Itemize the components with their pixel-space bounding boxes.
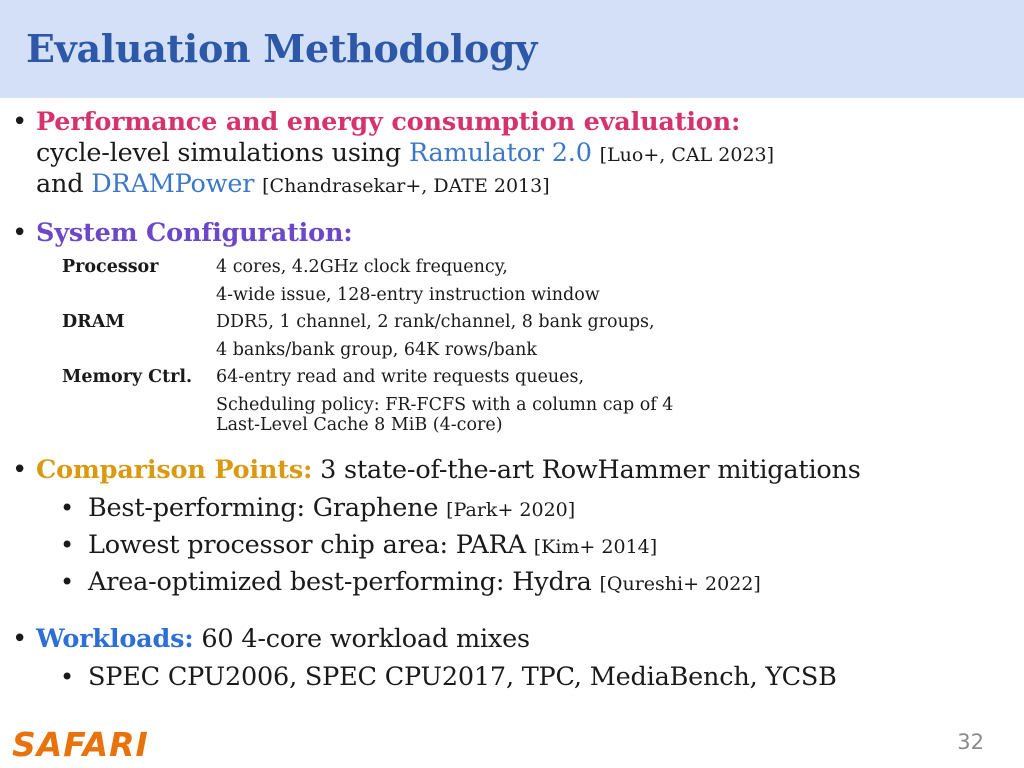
bullet-marker: •	[12, 218, 28, 248]
comparison-item	[88, 530, 657, 562]
cite-ramulator: [Luo+, CAL 2023]	[599, 144, 775, 166]
comparison-line	[36, 455, 861, 486]
slide-title: Evaluation Methodology	[26, 26, 538, 71]
page-number: 32	[957, 730, 984, 754]
sub-bullet-marker: •	[60, 568, 75, 596]
perf-line-3	[36, 169, 550, 202]
perf-lead: Performance and energy consumption evaluation:	[36, 107, 741, 137]
workloads-line	[36, 624, 530, 655]
bullet-marker: •	[12, 624, 28, 654]
perf-line-3-text: and	[36, 169, 92, 199]
config-label: Memory Ctrl.	[62, 367, 193, 387]
cite-graphene: [Park+ 2020]	[446, 499, 576, 521]
config-value: 4-wide issue, 128-entry instruction window	[216, 285, 600, 305]
comparison-lead: Comparison Points:	[36, 455, 313, 485]
config-value: Last-Level Cache 8 MiB (4-core)	[216, 415, 503, 435]
config-line	[36, 218, 353, 249]
config-value: Scheduling policy: FR-FCFS with a column cap of 4	[216, 395, 674, 415]
workloads-item-text: SPEC CPU2006, SPEC CPU2017, TPC, MediaBench, YCSB	[88, 662, 837, 692]
config-label: Processor	[62, 257, 159, 277]
perf-line-1	[36, 107, 740, 138]
cite-para: [Kim+ 2014]	[533, 536, 658, 558]
config-value: DDR5, 1 channel, 2 rank/channel, 8 bank groups,	[216, 312, 655, 332]
config-lead: System Configuration:	[36, 218, 353, 248]
comparison-item	[88, 493, 575, 525]
config-value: 64-entry read and write requests queues,	[216, 367, 585, 387]
config-value: 4 cores, 4.2GHz clock frequency,	[216, 257, 508, 277]
drampower-link: DRAMPower	[91, 169, 255, 199]
safari-logo: SAFARI	[12, 725, 149, 764]
ramulator-link: Ramulator 2.0	[408, 138, 592, 168]
slide-header	[0, 0, 1024, 98]
comparison-item-text: Best-performing: Graphene	[88, 493, 447, 523]
comparison-item	[88, 567, 761, 599]
workloads-text: 60 4-core workload mixes	[193, 624, 530, 654]
workloads-lead: Workloads:	[36, 624, 194, 654]
bullet-marker: •	[12, 455, 28, 485]
perf-line-2	[36, 138, 774, 171]
workloads-item	[88, 662, 837, 692]
sub-bullet-marker: •	[60, 663, 75, 691]
comparison-text: 3 state-of-the-art RowHammer mitigations	[312, 455, 861, 485]
cite-hydra: [Qureshi+ 2022]	[599, 573, 761, 595]
config-label: DRAM	[62, 312, 125, 332]
config-value: 4 banks/bank group, 64K rows/bank	[216, 340, 538, 360]
comparison-item-text: Area-optimized best-performing: Hydra	[88, 567, 600, 597]
comparison-item-text: Lowest processor chip area: PARA	[88, 530, 534, 560]
bullet-marker: •	[12, 107, 28, 137]
sub-bullet-marker: •	[60, 531, 75, 559]
sub-bullet-marker: •	[60, 494, 75, 522]
cite-drampower: [Chandrasekar+, DATE 2013]	[262, 175, 550, 197]
perf-line-2-text: cycle-level simulations using	[36, 138, 409, 168]
